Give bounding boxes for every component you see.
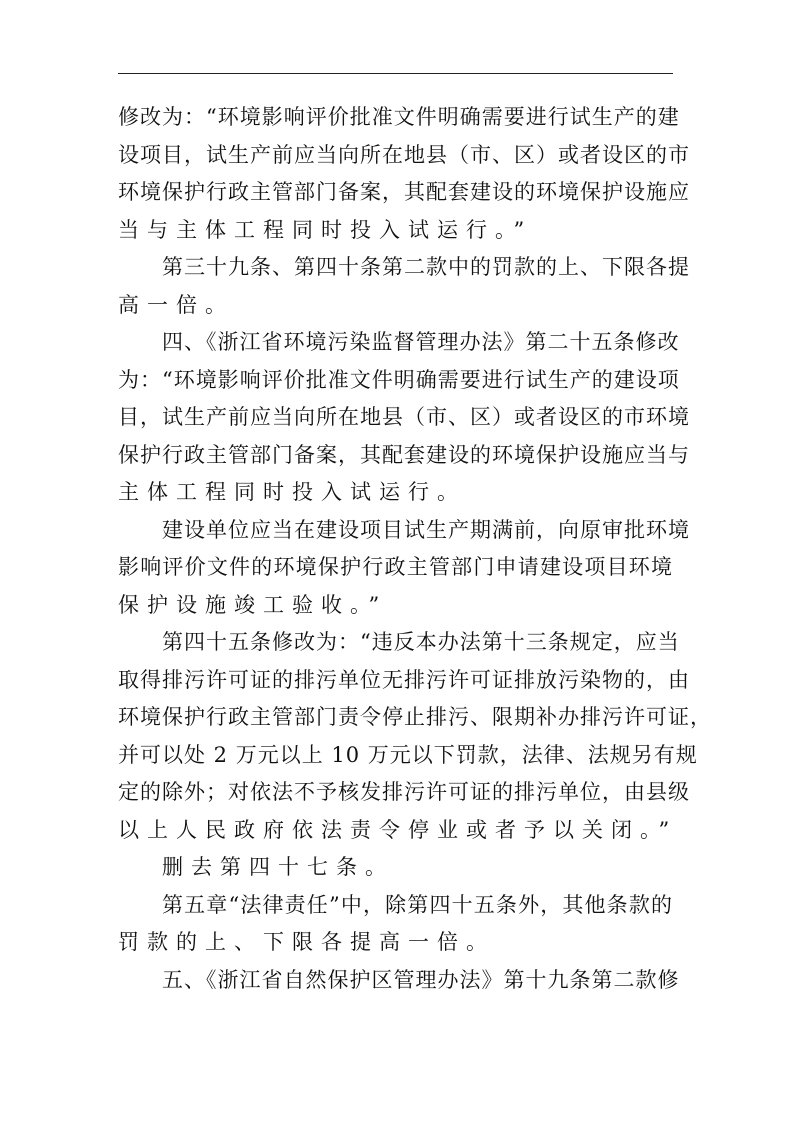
text-line: 环境保护行政主管部门责令停止排污、限期补办排污许可证， (118, 705, 712, 729)
text-line: 环境保护行政主管部门备案，其配套建设的环境保护设施应 (118, 180, 690, 204)
document-body (118, 99, 712, 999)
header-rule (118, 73, 673, 74)
text-line: 目，试生产前应当向所在地县（市、区）或者设区的市环境 (118, 405, 690, 429)
text-line: 第四十五条修改为：“违反本办法第十三条规定，应当 (162, 630, 680, 654)
text-line: 为：“环境影响评价批准文件明确需要进行试生产的建设项 (118, 367, 680, 392)
text-line: 主体工程同时投入试运行。 (118, 480, 466, 504)
text-line: 以上人民政府依法责令停业或者予以关闭。” (118, 817, 678, 842)
text-line: 设项目，试生产前应当向所在地县（市、区）或者设区的市 (118, 142, 690, 167)
text-line: 罚款的上、下限各提高一倍。 (118, 930, 495, 954)
text-line: 并可以处 2 万元以上 10 万元以下罚款，法律、法规另有规 (118, 742, 698, 767)
text-line: 定的除外；对依法不予核发排污许可证的排污单位，由县级 (118, 780, 690, 804)
text-line: 修改为：“环境影响评价批准文件明确需要进行试生产的建 (118, 105, 680, 129)
text-line: 删去第四十七条。 (162, 855, 394, 879)
text-line: 保护设施竣工验收。” (118, 592, 388, 617)
text-line: 第五章“法律责任”中，除第四十五条外，其他条款的 (162, 892, 673, 917)
text-line: 当与主体工程同时投入试运行。” (118, 217, 533, 242)
text-line: 影响评价文件的环境保护行政主管部门申请建设项目环境 (118, 555, 673, 579)
text-line: 取得排污许可证的排污单位无排污许可证排放污染物的，由 (118, 667, 690, 692)
text-line: 五、《浙江省自然保护区管理办法》第十九条第二款修 (162, 967, 680, 992)
text-line: 建设单位应当在建设项目试生产期满前，向原审批环境 (162, 517, 690, 542)
text-line: 第三十九条、第四十条第二款中的罚款的上、下限各提 (162, 255, 690, 279)
text-line: 四、《浙江省环境污染监督管理办法》第二十五条修改 (162, 330, 680, 354)
text-line: 高一倍。 (118, 292, 234, 317)
text-line: 保护行政主管部门备案，其配套建设的环境保护设施应当与 (118, 442, 690, 467)
